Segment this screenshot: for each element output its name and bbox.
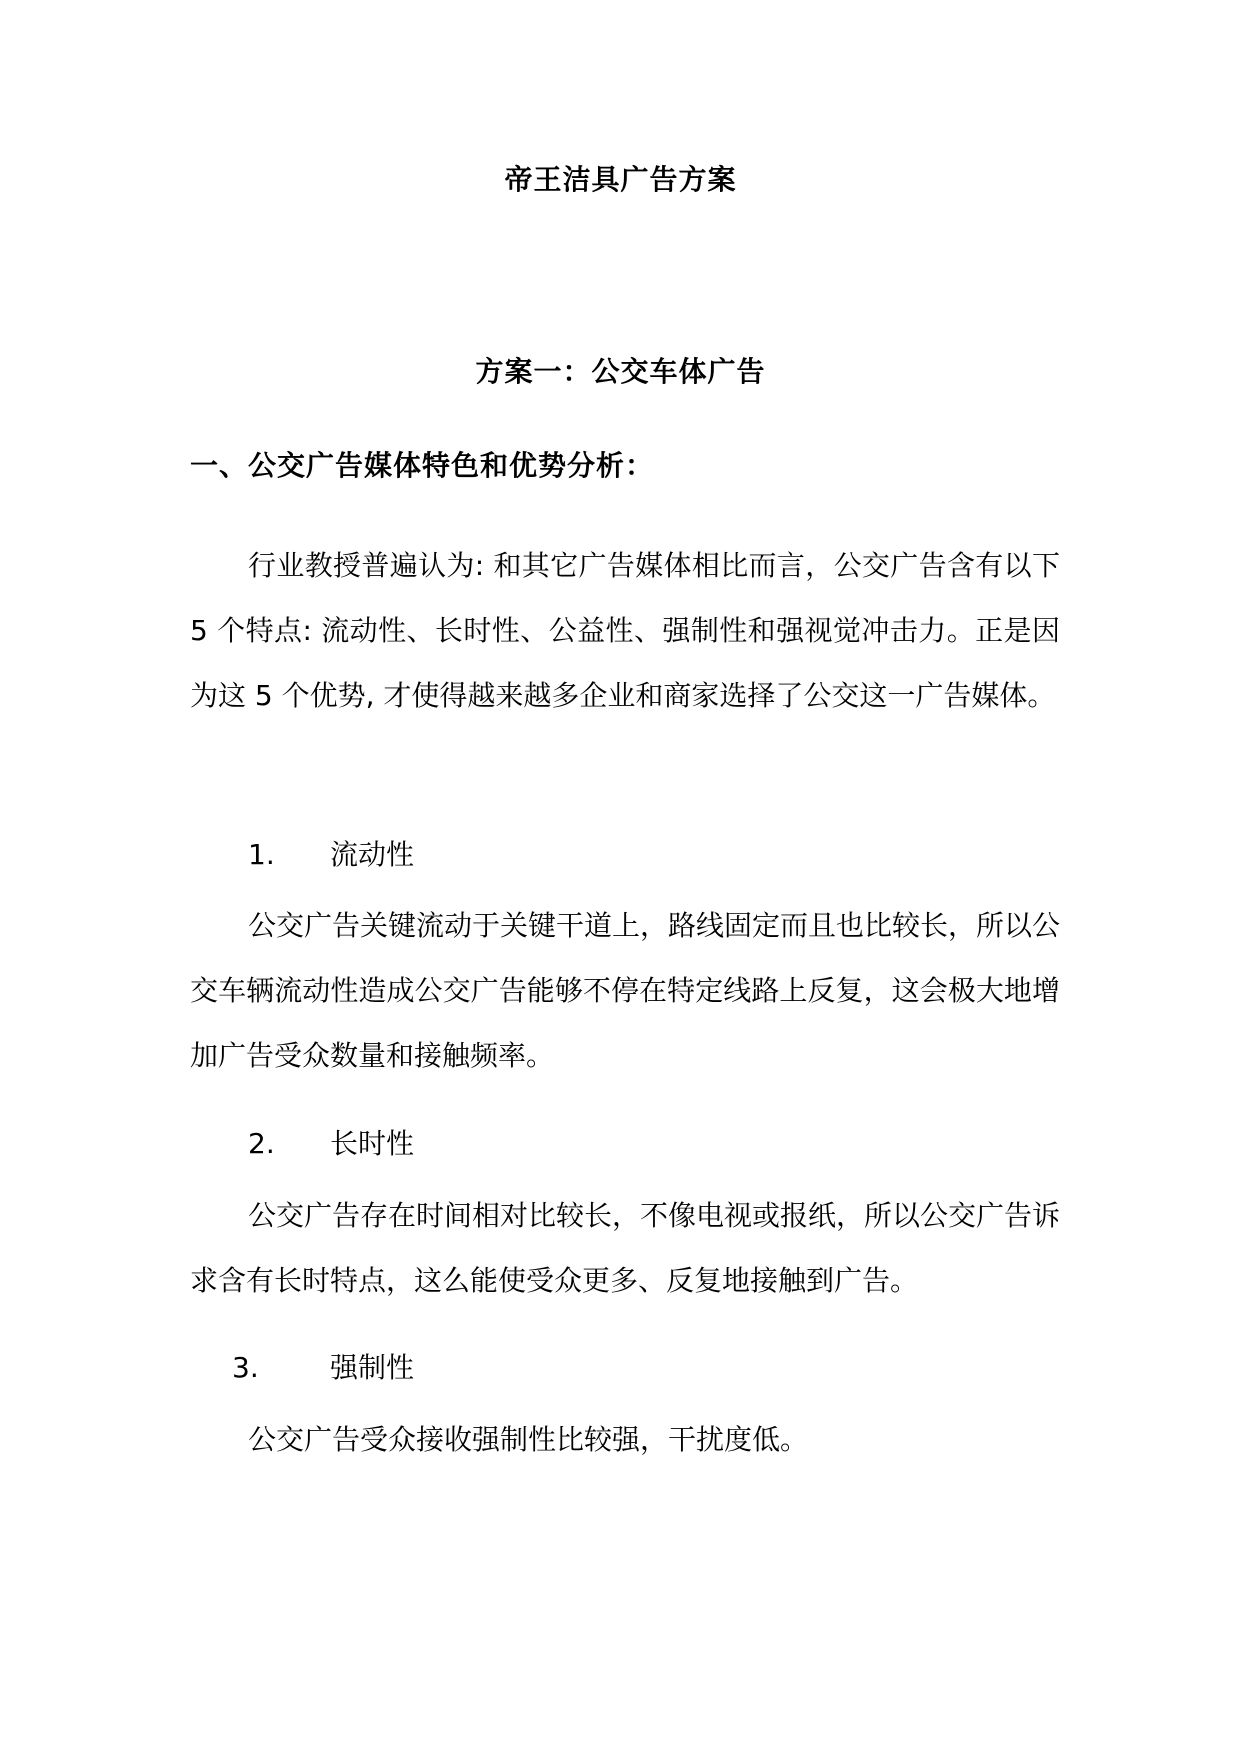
list-label: 强制性 bbox=[330, 1351, 415, 1384]
paragraph-mobility: 公交广告关键流动于关键干道上，路线固定而且也比较长，所以公交车辆流动性造成公交广告能够不停在特定线路上反复，这会极大地增加广告受众数量和接触频率。 bbox=[190, 909, 1061, 1072]
paragraph-longevity: 公交广告存在时间相对比较长，不像电视或报纸，所以公交广告诉求含有长时特点，这么能使受众更多、反复地接触到广告。 bbox=[190, 1199, 1061, 1297]
list-number: 1. bbox=[248, 838, 275, 871]
list-number: 3. bbox=[232, 1351, 259, 1384]
paragraph-compulsory: 公交广告受众接收强制性比较强，干扰度低。 bbox=[248, 1423, 809, 1456]
intro-paragraph: 行业教授普遍认为: 和其它广告媒体相比而言，公交广告含有以下 5 个特点: 流动性、长时性、公益性、强制性和强视觉冲击力。正是因为这 5 个优势, 才使得越来越多企业和商家选择了公交这一广告媒体。 bbox=[190, 549, 1060, 712]
heading-analysis: 一、公交广告媒体特色和优势分析： bbox=[190, 449, 655, 482]
section-title: 方案一：公交车体广告 bbox=[475, 355, 766, 388]
document-title: 帝王洁具广告方案 bbox=[504, 163, 737, 196]
list-number: 2. bbox=[248, 1127, 275, 1160]
list-label: 流动性 bbox=[330, 838, 415, 871]
list-label: 长时性 bbox=[330, 1127, 415, 1160]
